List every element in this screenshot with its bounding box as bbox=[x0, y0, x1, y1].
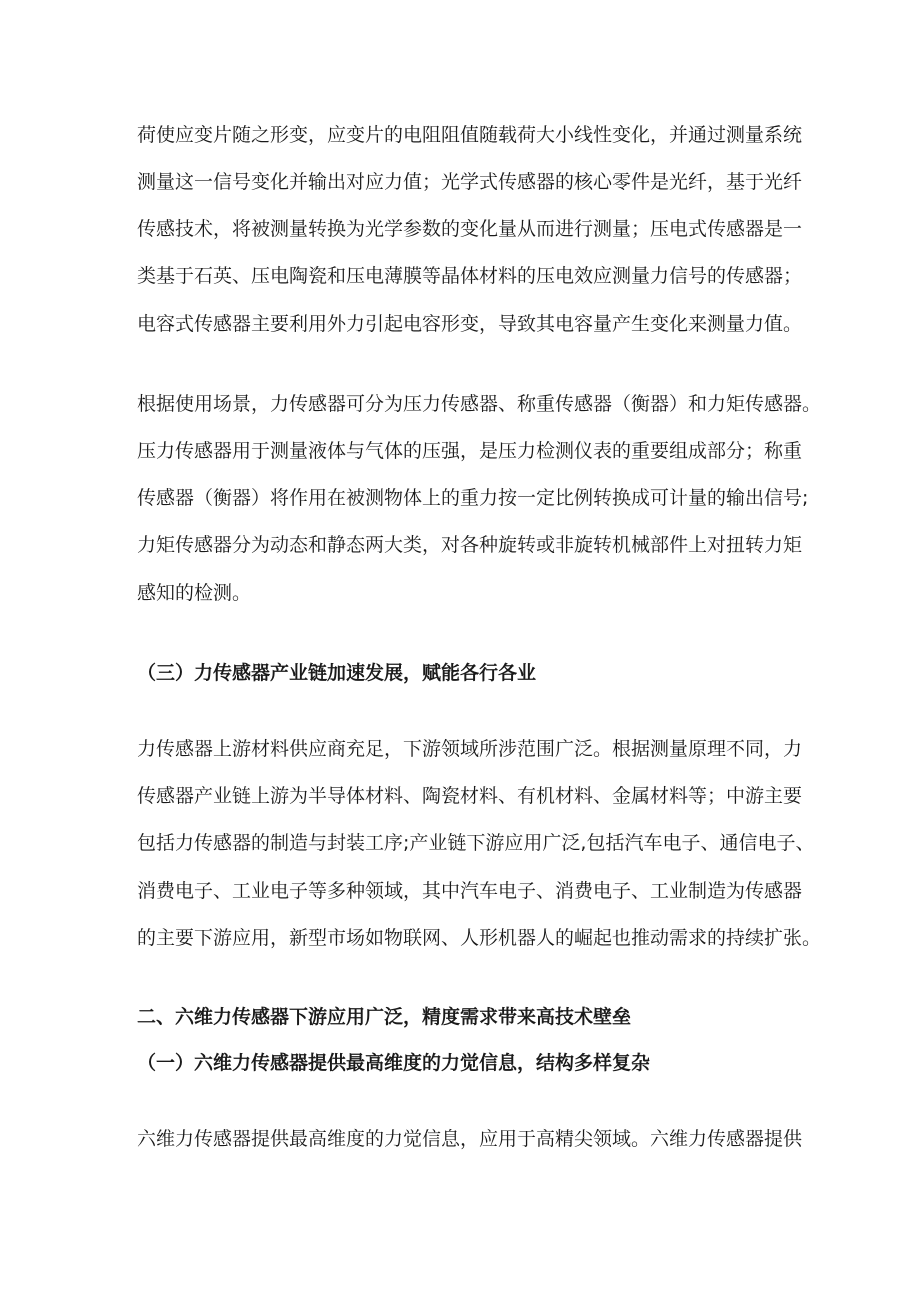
body-text-line: 电容式传感器主要利用外力引起电容形变，导致其电容量产生变化来测量力值。 bbox=[137, 313, 803, 335]
body-text-line: 力矩传感器分为动态和静态两大类，对各种旋转或非旋转机械部件上对扭转力矩 bbox=[137, 534, 803, 556]
section-heading: 二、六维力传感器下游应用广泛，精度需求带来高技术壁垒 bbox=[137, 1006, 632, 1028]
body-text-line: 传感器产业链上游为半导体材料、陶瓷材料、有机材料、金属材料等；中游主要 bbox=[137, 785, 803, 807]
body-text-line: 荷使应变片随之形变，应变片的电阻阻值随载荷大小线性变化，并通过测量系统 bbox=[137, 124, 803, 146]
subsection-heading: （一）六维力传感器提供最高维度的力觉信息，结构多样复杂 bbox=[137, 1052, 651, 1074]
body-text-line: 包括力传感器的制造与封装工序;产业链下游应用广泛,包括汽车电子、通信电子、 bbox=[137, 832, 815, 854]
body-text-line: 压力传感器用于测量液体与气体的压强，是压力检测仪表的重要组成部分；称重 bbox=[137, 440, 803, 462]
body-text-line: 消费电子、工业电子等多种领域，其中汽车电子、消费电子、工业制造为传感器 bbox=[137, 880, 803, 902]
subsection-heading: （三）力传感器产业链加速发展，赋能各行各业 bbox=[137, 662, 537, 684]
body-text-line: 六维力传感器提供最高维度的力觉信息，应用于高精尖领域。六维力传感器提供 bbox=[137, 1128, 803, 1150]
body-text-line: 力传感器上游材料供应商充足，下游领域所涉范围广泛。根据测量原理不同，力 bbox=[137, 738, 803, 760]
body-text-line: 类基于石英、压电陶瓷和压电薄膜等晶体材料的压电效应测量力信号的传感器； bbox=[137, 265, 803, 287]
body-text-line: 根据使用场景，力传感器可分为压力传感器、称重传感器（衡器）和力矩传感器。 bbox=[137, 393, 822, 415]
body-text-line: 的主要下游应用，新型市场如物联网、人形机器人的崛起也推动需求的持续扩张。 bbox=[137, 927, 822, 949]
body-text-line: 测量这一信号变化并输出对应力值；光学式传感器的核心零件是光纤，基于光纤 bbox=[137, 171, 803, 193]
body-text-line: 感知的检测。 bbox=[137, 582, 252, 604]
body-text-line: 传感技术，将被测量转换为光学参数的变化量从而进行测量；压电式传感器是一 bbox=[137, 218, 803, 240]
body-text-line: 传感器（衡器）将作用在被测物体上的重力按一定比例转换成可计量的输出信号; bbox=[137, 487, 809, 509]
